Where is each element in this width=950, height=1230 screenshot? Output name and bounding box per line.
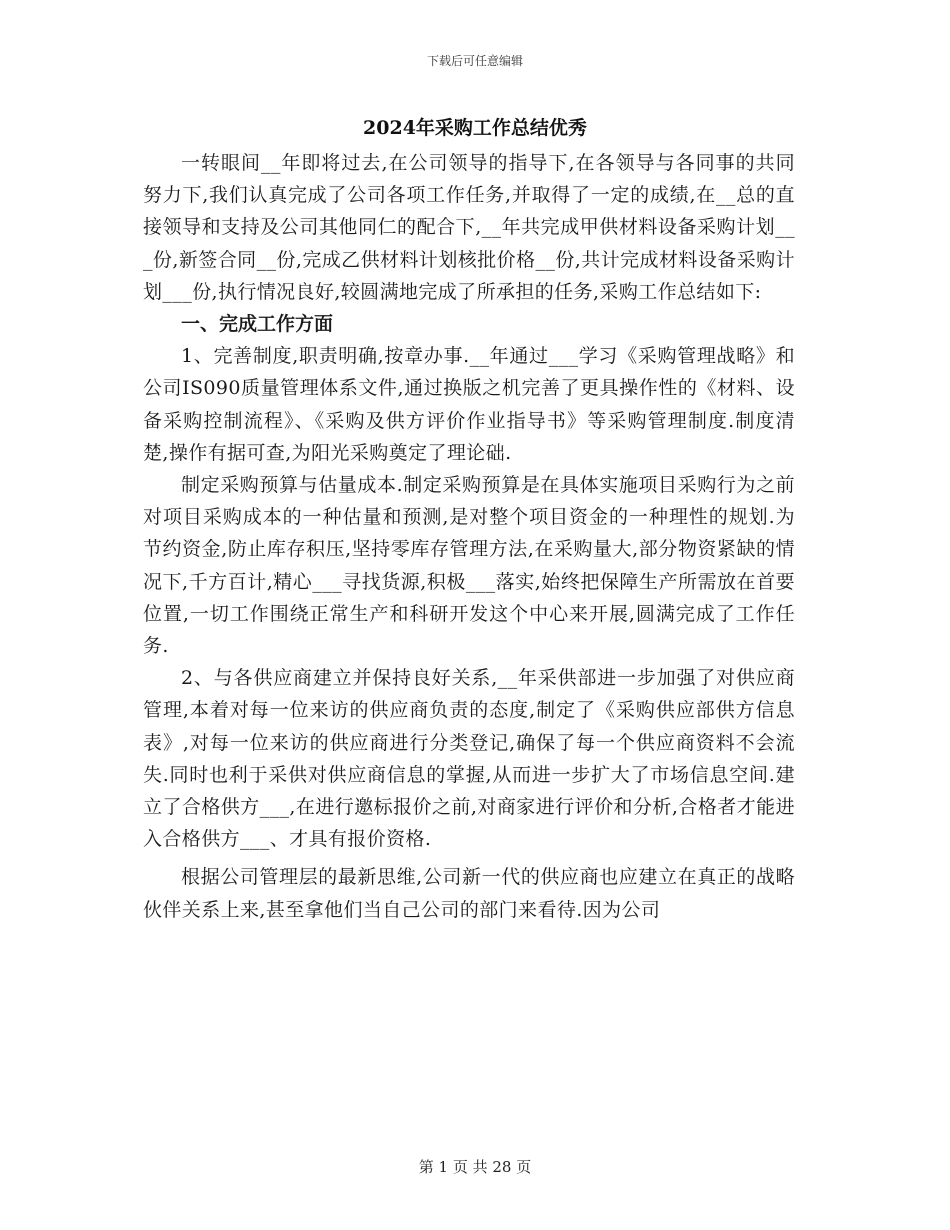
paragraph-4: 根据公司管理层的最新思维,公司新一代的供应商也应建立在真正的战略伙伴关系上来,甚至拿他们当自己公司的部门来看待.因为公司	[143, 866, 795, 921]
page-header-note: 下载后可任意编辑	[426, 54, 523, 68]
section-heading: 一、完成工作方面	[181, 313, 334, 336]
intro-paragraph: 一转眼间__年即将过去,在公司领导的指导下,在各领导与各同事的共同努力下,我们认真完成了公司各项工作任务,并取得了一定的成绩,在__总的直接领导和支持及公司其他同仁的配合下,__年共完成甲供材料设备采购计划___份,新签合同__份,完成乙供材料计划核批价格__份,共计完成材料设备采购计划___份,执行情况良好,较圆满地完成了所承担的任务,采购工作总结如下:	[143, 152, 795, 303]
paragraph-1: 1、完善制度,职责明确,按章办事.__年通过___学习《采购管理战略》和公司IS090质量管理体系文件,通过换版之机完善了更具操作性的《材料、设备采购控制流程》、《采购及供方评价作业指导书》等采购管理制度.制度清楚,操作有据可查,为阳光采购奠定了理论础.	[143, 345, 795, 464]
document-body	[143, 147, 795, 926]
document-title: 2024年采购工作总结优秀	[363, 117, 587, 139]
paragraph-3: 2、与各供应商建立并保持良好关系,__年采供部进一步加强了对供应商管理,本着对每一位来访的供应商负责的态度,制定了《采购供应部供方信息表》,对每一位来访的供应商进行分类登记,确保了每一个供应商资料不会流失.同时也利于采供对供应商信息的掌握,从而进一步扩大了市场信息空间.建立了合格供方___,在进行邀标报价之前,对商家进行评价和分析,合格者才能进入合格供方___、才具有报价资格.	[143, 667, 795, 851]
paragraph-2: 制定采购预算与估量成本.制定采购预算是在具体实施项目采购行为之前对项目采购成本的一种估量和预测,是对整个项目资金的一种理性的规划.为节约资金,防止库存积压,坚持零库存管理方法,在采购量大,部分物资紧缺的情况下,千方百计,精心___寻找货源,积极___落实,始终把保障生产所需放在首要位置,一切工作围绕正常生产和科研开发这个中心来开展,圆满完成了工作任务.	[143, 474, 795, 658]
page-number-footer: 第 1 页 共 28 页	[418, 1158, 532, 1176]
